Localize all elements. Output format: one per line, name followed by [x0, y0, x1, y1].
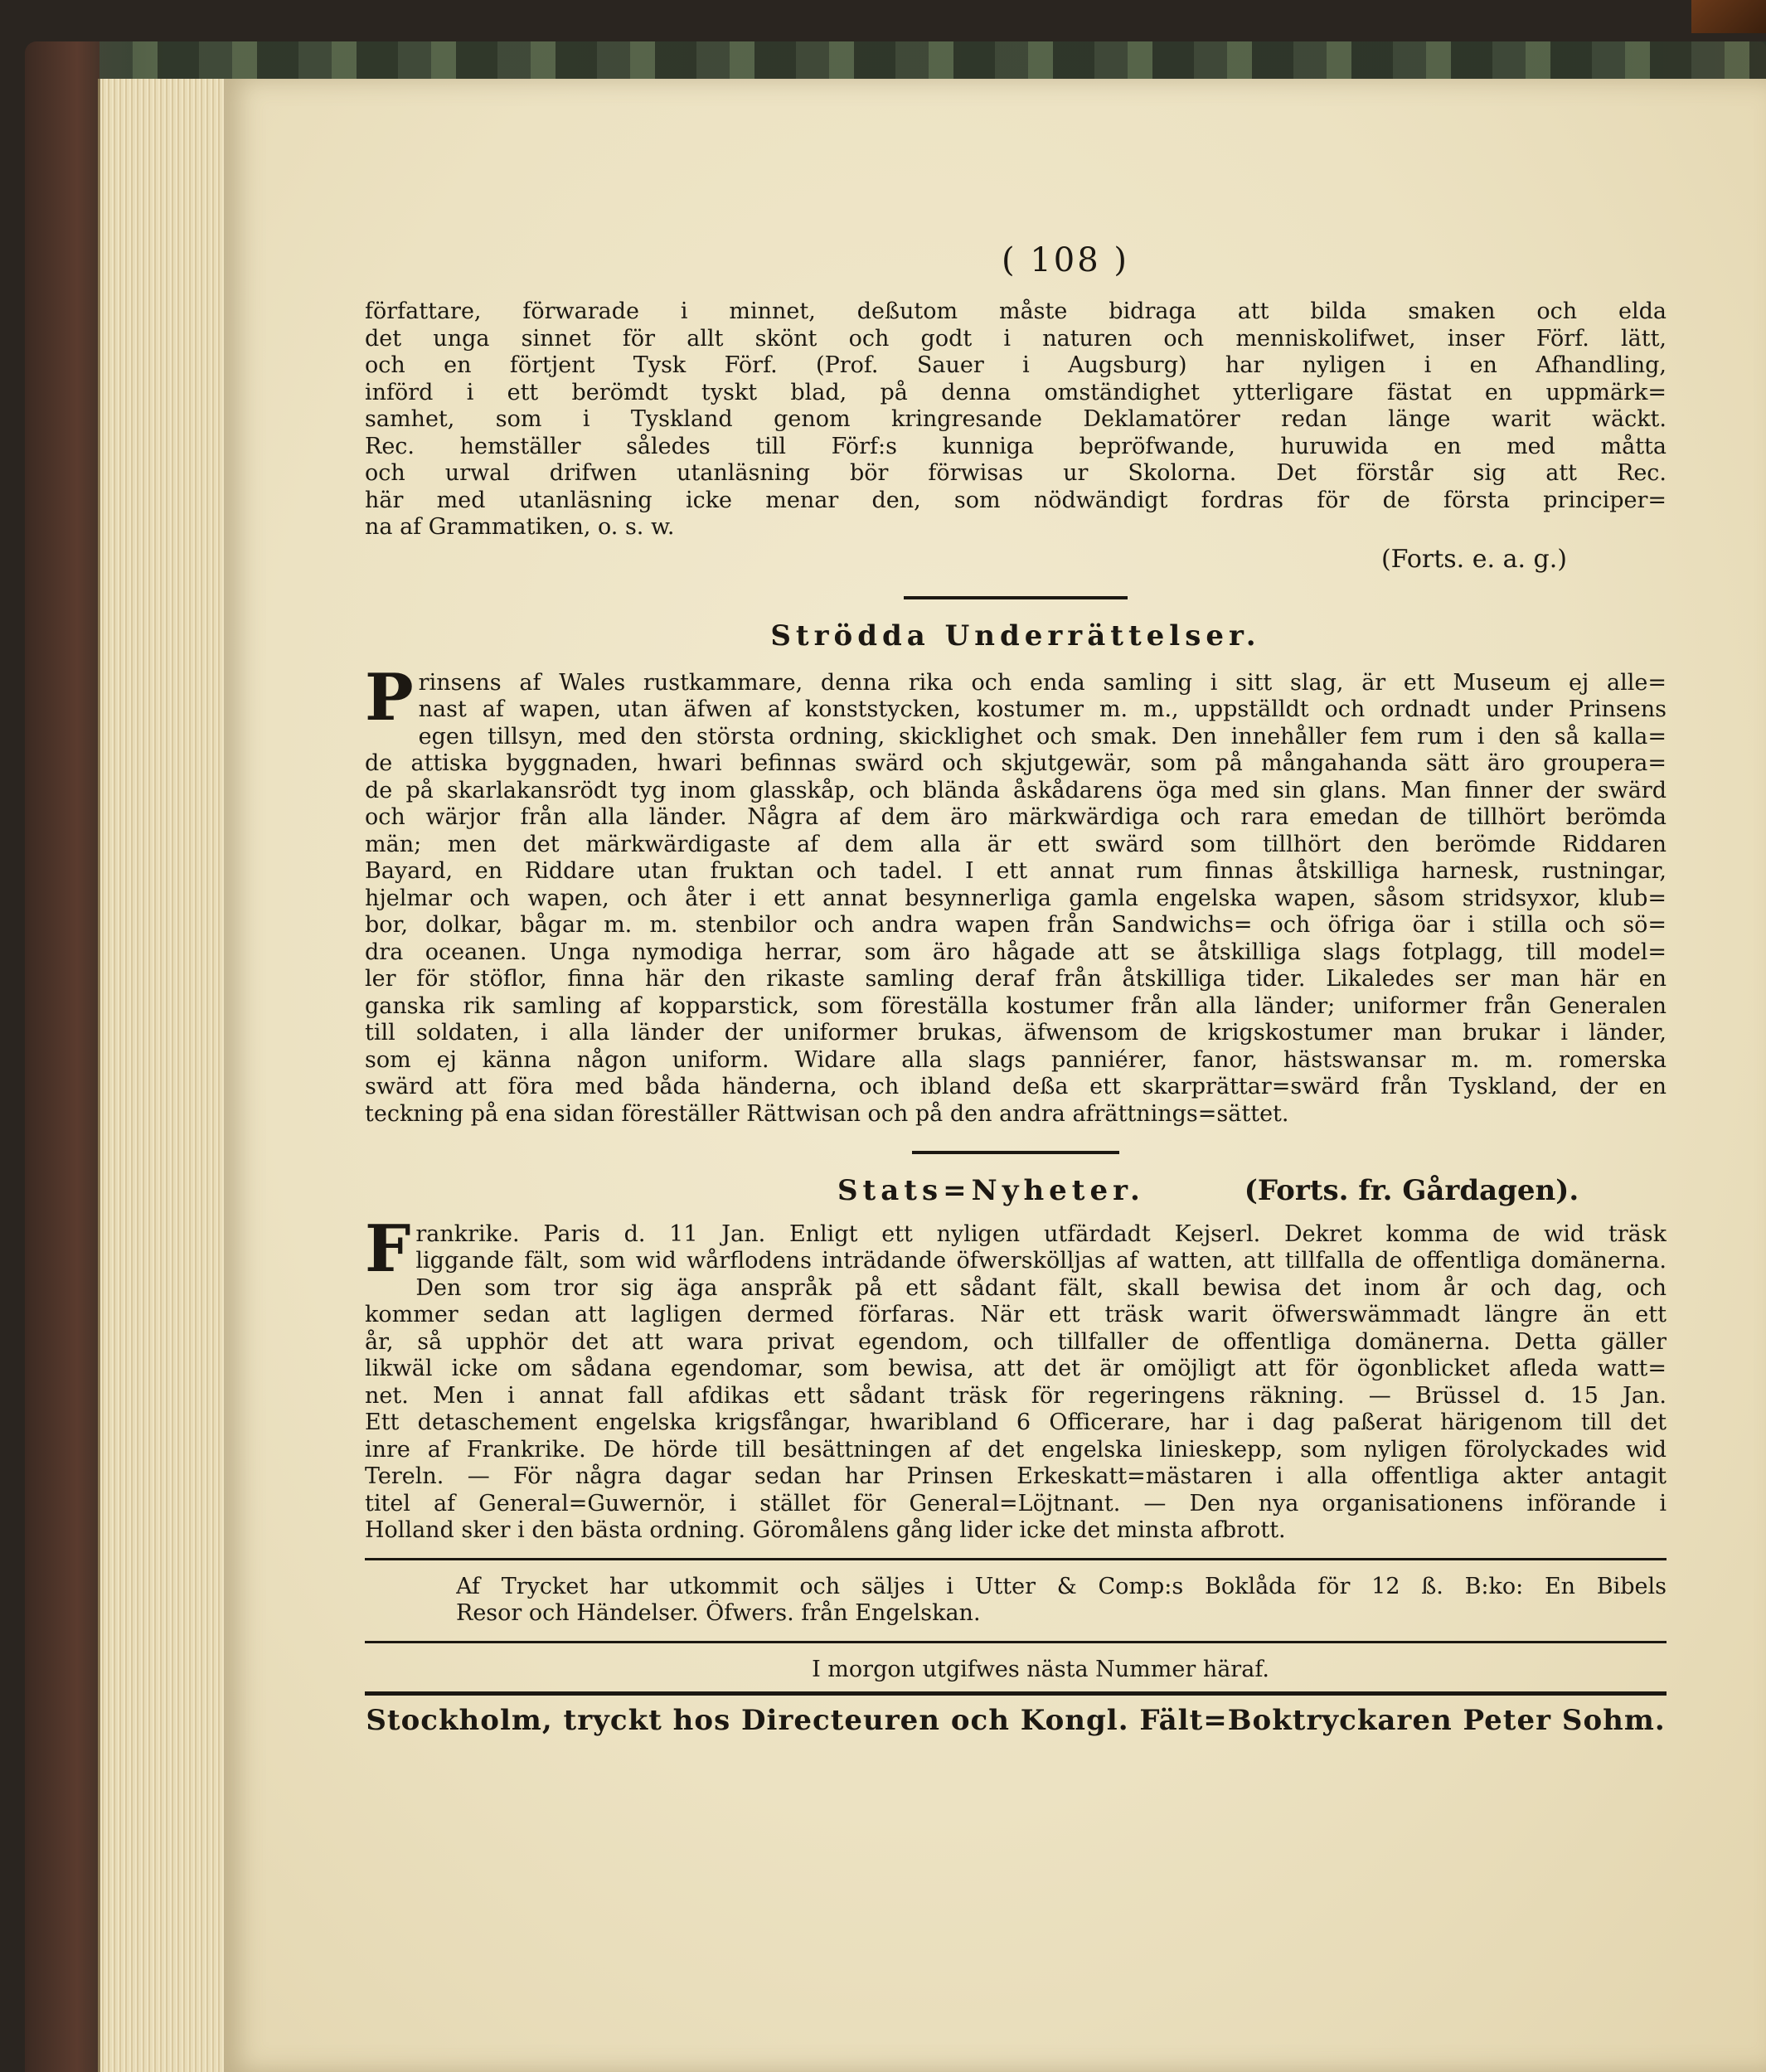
text-line: titel af General=Guwernör, i stället för General=Löjtnant. — Den nya organisationens införande i [365, 1490, 1667, 1516]
text-line: här med utanläsning icke menar den, som nödwändigt fordras för de första principer= [365, 487, 1667, 513]
text-line: och urwal drifwen utanläsning bör förwisas ur Skolorna. Det förstår sig att Rec. [365, 460, 1667, 486]
page-text [365, 239, 1667, 1735]
text-line: na af Grammatiken, o. s. w. [365, 514, 675, 540]
text-line: Holland sker i den bästa ordning. Göromålens gång lider icke det minsta afbrott. [365, 1517, 1286, 1543]
text-line: ler för stöflor, finna här den rikaste samling deraf från åtskilliga tider. Likaledes ser man här en [365, 966, 1667, 992]
text-line: de på skarlakansrödt tyg inom glasskåp, och blända åskådarens öga med sin glans. Man finner der swärd [365, 777, 1667, 803]
text-line: rankrike. Paris d. 11 Jan. Enligt ett nyligen utfärdadt Kejserl. Dekret komma de wid träsk [415, 1220, 1667, 1247]
divider [365, 1691, 1667, 1696]
text-line: likwäl icke om sådana egendomar, som bewisa, att det är omöjligt att för ögonblicket afleda watt= [365, 1356, 1667, 1381]
next-issue-notice: I morgon utgifwes nästa Nummer häraf. [812, 1656, 1269, 1682]
news-paragraph [365, 659, 1667, 1128]
text-line: swärd att föra med båda händerna, och ibland deßa ett skarprättar=swärd från Tyskland, der en [365, 1074, 1667, 1099]
text-line: ganska rik samling af kopparstick, som föreställa kostumer från alla länder; uniformer från Generalen [365, 992, 1667, 1019]
section-heading-row [365, 1174, 1667, 1207]
page-edges [98, 79, 233, 2072]
text-line: införd i ett berömdt tyskt blad, på denna omständighet ytterligare fästat en uppmärk= [365, 379, 1667, 405]
printer-imprint: Stockholm, tryckt hos Directeuren och Kongl. Fält=Boktryckaren Peter Sohm. [366, 1704, 1666, 1737]
text-line: samhet, som i Tyskland genom kringresande Deklamatörer redan länge warit wäckt. [365, 406, 1667, 432]
text-line: rinsens af Wales rustkammare, denna rika och enda samling i sitt slag, är ett Museum ej alle= [418, 669, 1667, 696]
drop-cap: P [365, 659, 414, 735]
section-heading: Strödda Underrättelser. [770, 619, 1261, 653]
text-line: nast af wapen, utan äfwen af konststycken, kostumer m. m., uppställdt och ordnadt under Prinsens [418, 696, 1667, 722]
text-line: Ett detaschement engelska krigsfångar, hwaribland 6 Officerare, har i dag paßerat härigenom till det [365, 1410, 1667, 1435]
text-line: författare, förwarade i minnet, deßutom måste bidraga att bilda smaken och elda [365, 298, 1667, 324]
text-line: Bayard, en Riddare utan fruktan och tadel. I ett annat rum finnas åtskilliga harnesk, rustningar, [365, 858, 1667, 884]
divider [904, 596, 1128, 599]
text-line: kommer sedan att lagligen dermed förfaras. När ett träsk warit öfwerswämmadt längre än ett [365, 1302, 1667, 1327]
divider [365, 1641, 1667, 1643]
text-line: till soldaten, i alla länder der uniformer brukas, äfwensom de krigskostumer man brukar i länder, [365, 1020, 1667, 1046]
text-line: år, så upphör det att wara privat egendom, och tillfaller de offentliga domänerna. Detta gäller [365, 1328, 1667, 1355]
section-heading: Stats=Nyheter. [837, 1174, 1145, 1207]
text-line: egen tillsyn, med den största ordning, skicklighet och smak. Den innehåller fem rum i den så kalla= [418, 723, 1667, 750]
text-line: Tereln. — För några dagar sedan har Prinsen Erkeskatt=mästaren i alla offentliga akter antagit [365, 1463, 1667, 1489]
text-line: bor, dolkar, bågar m. m. stenbilor och andra wapen från Sandwichs= och öfriga öar i stilla och sö= [365, 912, 1667, 938]
intro-paragraph [365, 298, 1667, 541]
text-line: Rec. hemställer således till Förf:s kunniga bepröfwande, huruwida en med måtta [365, 433, 1667, 459]
divider [365, 1558, 1667, 1560]
page-number: ( 108 ) [1002, 241, 1129, 279]
continuation-note: (Forts. e. a. g.) [1380, 544, 1567, 574]
text-line: Den som tror sig äga anspråk på ett sådant fält, skall bewisa det inom år och dag, och [415, 1274, 1667, 1301]
continuation-note: (Forts. fr. Gårdagen). [1244, 1174, 1579, 1207]
drop-cap: F [365, 1211, 411, 1287]
text-line: inre af Frankrike. De hörde till besättningen af det engelska linieskepp, som nyligen förolyckades wid [365, 1436, 1667, 1463]
text-line: och wärjor från alla länder. Några af dem äro märkwärdiga och rara emedan de tillhört berömda [365, 804, 1667, 830]
text-line: hjelmar och wapen, och åter i ett annat besynnerliga gamla engelska wapen, såsom stridsyxor, klub= [365, 885, 1667, 911]
text-line: det unga sinnet för allt skönt och godt i naturen och menniskolifwet, inser Förf. lätt, [365, 325, 1667, 352]
text-line: dra oceanen. Unga nymodiga herrar, som äro hågade att se åtskilliga slags fotplagg, till model= [365, 939, 1667, 965]
publication-notice [365, 1574, 1667, 1628]
text-line: liggande fält, som wid wårflodens inträdande öfwerskölljas af watten, att tillfalla de offentliga domänerna. [415, 1248, 1667, 1274]
text-line: Resor och Händelser. Öfwers. från Engelskan. [456, 1600, 981, 1626]
text-line: och en förtjent Tysk Förf. (Prof. Sauer i Augsburg) har nyligen i en Afhandling, [365, 352, 1667, 378]
text-line: net. Men i annat fall afdikas ett sådant träsk för regeringens räkning. — Brüssel d. 15 Jan. [365, 1382, 1667, 1409]
text-line: Af Trycket har utkommit och säljes i Utter & Comp:s Boklåda för 12 ß. B:ko: En Bibels [456, 1573, 1667, 1599]
text-line: som ej känna någon uniform. Widare alla slags panniérer, fanor, hästswansar m. m. romerska [365, 1046, 1667, 1073]
text-line: de attiska byggnaden, hwari befinnas swärd och skjutgewär, som på mångahanda sätt äro groupera= [365, 750, 1667, 776]
news-paragraph [365, 1211, 1667, 1545]
bookmark-ribbon [1691, 0, 1766, 33]
divider [912, 1151, 1119, 1154]
text-line: teckning på ena sidan föreställer Rättwisan och på den andra afrättnings=sättet. [365, 1100, 1289, 1127]
text-line: män; men det märkwärdigaste af dem alla är ett swärd som tillhört den berömde Riddaren [365, 831, 1667, 857]
